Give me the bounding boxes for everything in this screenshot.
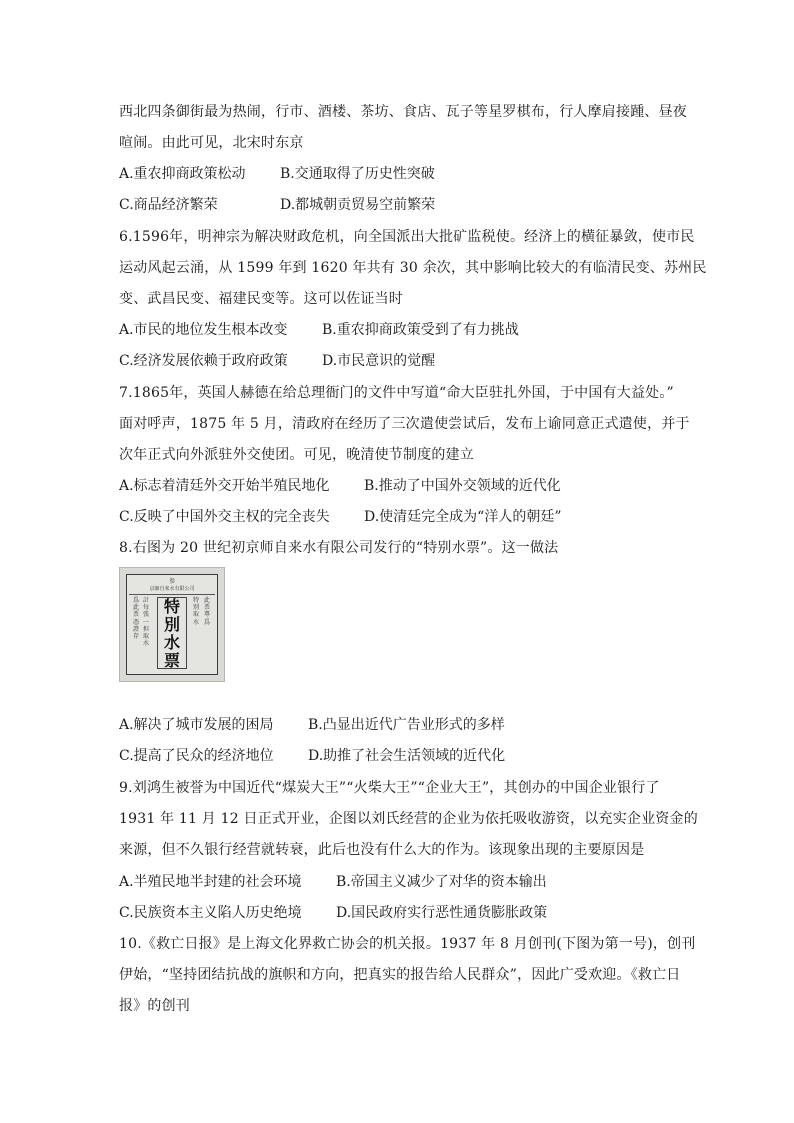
q5-option-d[interactable]: D.都城朝贡贸易空前繁荣 (280, 197, 436, 213)
q5-stem-line-1: 西北四条御街最为热闹，行市、酒楼、茶坊、食店、瓦子等星罗棋布，行人摩肩接踵、昼夜 (119, 104, 687, 120)
q7-option-d[interactable]: D.使清廷完全成为“洋人的朝廷” (364, 509, 562, 525)
q8-stem-line-1: 8.右图为 20 世纪初京师自来水有限公司发行的“特别水票”。这一做法 (119, 540, 559, 556)
q6-stem-line-1: 6.1596年，明神宗为解决财政危机，向全国派出大批矿监税使。经济上的横征暴敛，使市民 (119, 229, 695, 245)
water-ticket-image (119, 567, 225, 682)
q8-option-b[interactable]: B.凸显出近代广告业形式的多样 (308, 717, 505, 733)
q6-option-c[interactable]: C.经济发展依赖于政府政策 (119, 353, 288, 369)
ticket-left-column-2: 計每張一担取水 (143, 597, 150, 648)
q6-option-d[interactable]: D.市民意识的觉醒 (322, 353, 436, 369)
q5-stem-line-2: 喧闹。由此可见，北宋时东京 (119, 135, 304, 151)
q9-stem-line-2: 1931 年 11 月 12 日正式开业，企图以刘氏经营的企业为依托吸收游资，以充实企业资金的 (119, 811, 698, 827)
ticket-right-column-2: 此票專爲 (204, 597, 211, 626)
q10-stem-line-2: 伊始，“坚持团结抗战的旗帜和方向，把真实的报告给人民群众”，因此广受欢迎。《救亡日 (119, 967, 681, 983)
q7-option-c[interactable]: C.反映了中国外交主权的完全丧失 (119, 509, 330, 525)
q9-stem-line-3: 来源，但不久银行经营就转衰，此后也没有什么大的作为。该现象出现的主要原因是 (119, 842, 645, 858)
q8-option-c[interactable]: C.提高了民众的经济地位 (119, 748, 274, 764)
q10-stem-line-3: 报》的创刊 (119, 998, 190, 1014)
q9-option-c[interactable]: C.民族资本主义陷人历史绝境 (119, 905, 302, 921)
q9-option-a[interactable]: A.半殖民地半封建的社会环境 (119, 874, 302, 890)
water-ticket-frame (126, 574, 218, 675)
q10-stem-line-1: 10.《救亡日报》是上海文化界救亡协会的机关报。1937 年 8 月创刊(下图为第一号)，创刊 (119, 936, 696, 952)
q6-stem-line-2: 运动风起云涌，从 1599 年到 1620 年共有 30 余次，其中影响比较大的有临清民变、苏州民 (119, 260, 707, 276)
q9-option-d[interactable]: D.国民政府实行恶性通货膨胀政策 (336, 905, 548, 921)
q7-stem-line-1: 7.1865年，英国人赫德在给总理衙门的文件中写道“命大臣驻扎外国，于中国有大益处。” (119, 385, 674, 401)
ticket-right-column-1: 特別取水 (193, 597, 200, 626)
q7-stem-line-3: 次年正式向外派驻外交使团。可见，晚清使节制度的建立 (119, 447, 474, 463)
q7-stem-line-2: 面对呼声，1875 年 5 月，清政府在经历了三次遣使尝试后，发布上谕同意正式遣使，并于 (119, 416, 690, 432)
q9-stem-line-1: 9.刘鸿生被誉为中国近代“煤炭大王”“火柴大王”“企业大王”，其创办的中国企业银行了 (119, 780, 660, 796)
q5-option-c[interactable]: C.商品经济繁荣 (119, 197, 218, 213)
ticket-left-column-1: 爲此票憑證存 (133, 597, 140, 641)
q6-option-b[interactable]: B.重农抑商政策受到了有力挑战 (322, 322, 519, 338)
q8-option-d[interactable]: D.助推了社会生活领域的近代化 (308, 748, 506, 764)
ticket-title: 特別水票 (157, 597, 187, 669)
q6-stem-line-3: 变、武昌民变、福建民变等。这可以佐证当时 (119, 291, 403, 307)
q5-option-a[interactable]: A.重农抑商政策松动 (119, 166, 246, 182)
q8-option-a[interactable]: A.解决了城市发展的困局 (119, 717, 274, 733)
q7-option-a[interactable]: A.标志着清廷外交开始半殖民地化 (119, 478, 330, 494)
q5-option-b[interactable]: B.交通取得了历史性突破 (280, 166, 435, 182)
q6-option-a[interactable]: A.市民的地位发生根本改变 (119, 322, 288, 338)
q9-option-b[interactable]: B.帝国主义减少了对华的资本输出 (336, 874, 547, 890)
ticket-company-header: 京師自來水有限公司 (129, 586, 215, 595)
q7-option-b[interactable]: B.推动了中国外交领域的近代化 (364, 478, 561, 494)
ticket-top-mark: 参 (168, 578, 175, 585)
